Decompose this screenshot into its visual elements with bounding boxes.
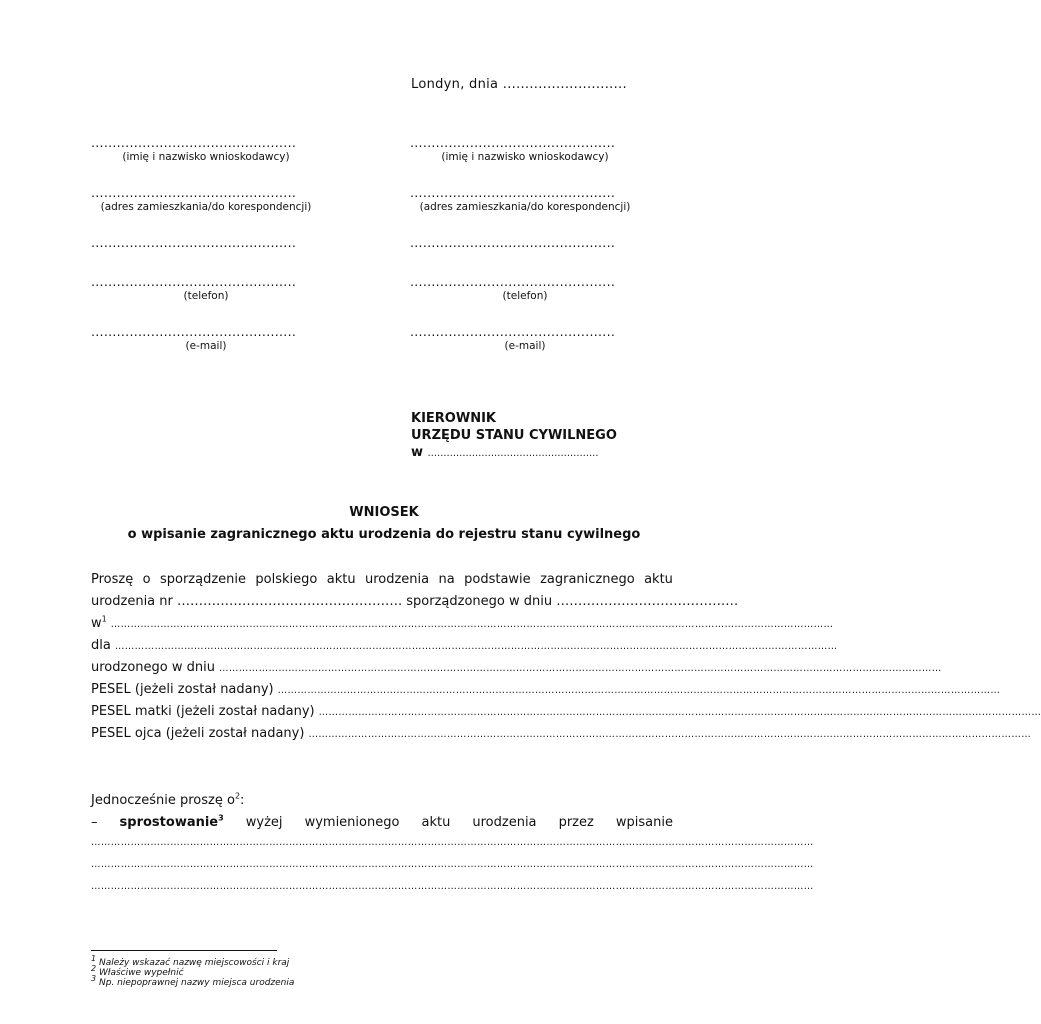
intro-word: na bbox=[438, 572, 455, 587]
for-line[interactable] bbox=[91, 638, 838, 653]
for-field[interactable]: ………………………………………………………………………………………………………………………………………………………………………………………………… bbox=[114, 641, 838, 652]
intro-word: o bbox=[142, 572, 151, 587]
intro-word: urodzenia bbox=[364, 572, 430, 587]
for-label: dla bbox=[91, 638, 111, 653]
correction-line bbox=[91, 815, 673, 830]
intro-word: polskiego bbox=[255, 572, 318, 587]
intro-word: zagranicznego bbox=[540, 572, 635, 587]
left-address-label: (adres zamieszkania/do korespondencji) bbox=[100, 201, 312, 213]
pesel-mother-line[interactable] bbox=[91, 704, 1041, 719]
right-email-label: (e-mail) bbox=[504, 340, 546, 352]
place-field[interactable]: ………………………………………………………………………………………………………………………………………………………………………………………………… bbox=[110, 619, 834, 630]
pesel-line[interactable] bbox=[91, 682, 1001, 697]
document-subtitle: o wpisanie zagranicznego aktu urodzenia do rejestru stanu cywilnego bbox=[127, 527, 641, 542]
pesel-field[interactable]: ………………………………………………………………………………………………………………………………………………………………………………………………… bbox=[277, 685, 1001, 696]
correction-word: wyżej bbox=[245, 815, 283, 830]
place-line[interactable] bbox=[91, 614, 834, 631]
pesel-father-label: PESEL ojca (jeżeli został nadany) bbox=[91, 726, 305, 741]
place-date-line bbox=[411, 77, 627, 92]
right-phone-field[interactable]: ................................................ bbox=[410, 274, 616, 289]
correction-word: przez bbox=[558, 815, 594, 830]
pesel-mother-field[interactable]: ………………………………………………………………………………………………………………………………………………………………………………………………… bbox=[318, 707, 1041, 718]
right-name-field[interactable]: ................................................ bbox=[410, 135, 616, 150]
place-date-field[interactable]: ............................ bbox=[502, 77, 627, 92]
correction-word: wpisanie bbox=[615, 815, 673, 830]
correction-field-1[interactable]: ………………………………………………………………………………………………………………………………………………………………………………………………… bbox=[91, 837, 814, 848]
correction-field-3[interactable]: ………………………………………………………………………………………………………………………………………………………………………………………………… bbox=[91, 881, 814, 892]
left-address-field[interactable]: ................................................ bbox=[91, 185, 297, 200]
correction-field-2[interactable]: ………………………………………………………………………………………………………………………………………………………………………………………………… bbox=[91, 859, 814, 870]
intro-word: podstawie bbox=[464, 572, 531, 587]
left-name-label: (imię i nazwisko wnioskodawcy) bbox=[122, 151, 290, 163]
addressee-office-field[interactable]: ……………………………………………… bbox=[427, 448, 599, 459]
pesel-father-line[interactable] bbox=[91, 726, 1032, 741]
correction-word: wymienionego bbox=[304, 815, 400, 830]
intro-word: sporządzenie bbox=[159, 572, 247, 587]
correction-label: sprostowanie$^3$ bbox=[119, 813, 224, 830]
addressee-w: w bbox=[411, 445, 424, 460]
addressee-line-3 bbox=[411, 444, 599, 462]
correction-dash: – bbox=[91, 815, 98, 830]
born-label: urodzonego w dniu bbox=[91, 660, 215, 675]
addressee-line-1: KIEROWNIK bbox=[411, 411, 496, 426]
pesel-father-field[interactable]: ………………………………………………………………………………………………………………………………………………………………………………………………… bbox=[308, 729, 1032, 740]
right-name-label: (imię i nazwisko wnioskodawcy) bbox=[441, 151, 609, 163]
pesel-mother-label: PESEL matki (jeżeli został nadany) bbox=[91, 704, 315, 719]
right-phone-label: (telefon) bbox=[502, 290, 548, 302]
footnote-2: $^2$ Właściwe wypełnić bbox=[91, 964, 184, 978]
document-title: WNIOSEK bbox=[349, 505, 419, 520]
right-address-field-2[interactable]: ................................................ bbox=[410, 235, 616, 250]
left-email-field[interactable]: ................................................ bbox=[91, 324, 297, 339]
right-address-label: (adres zamieszkania/do korespondencji) bbox=[419, 201, 631, 213]
place-date-label: Londyn, dnia bbox=[411, 77, 499, 92]
left-name-field[interactable]: ................................................ bbox=[91, 135, 297, 150]
intro-word: Proszę bbox=[91, 572, 134, 587]
birth-record-line[interactable]: urodzenia nr ……………………………………………. sporządzonego w dniu …………………………………… bbox=[91, 594, 739, 609]
footnote-separator bbox=[91, 950, 277, 951]
right-address-field[interactable]: ................................................ bbox=[410, 185, 616, 200]
left-phone-field[interactable]: ................................................ bbox=[91, 274, 297, 289]
left-address-field-2[interactable]: ................................................ bbox=[91, 235, 297, 250]
born-field[interactable]: ………………………………………………………………………………………………………………………………………………………………………………………………… bbox=[218, 663, 942, 674]
intro-word: aktu bbox=[644, 572, 673, 587]
left-phone-label: (telefon) bbox=[183, 290, 229, 302]
footnote-1: $^1$ Należy wskazać nazwę miejscowości i kraj bbox=[91, 954, 290, 968]
place-label: $w^1$ bbox=[91, 614, 107, 631]
intro-word: aktu bbox=[326, 572, 356, 587]
additional-request-intro: Jednocześnie proszę $o^2$: bbox=[91, 791, 245, 808]
pesel-label: PESEL (jeżeli został nadany) bbox=[91, 682, 274, 697]
intro-line bbox=[91, 572, 673, 587]
born-line[interactable] bbox=[91, 660, 942, 675]
addressee-line-2: URZĘDU STANU CYWILNEGO bbox=[411, 428, 617, 443]
left-email-label: (e-mail) bbox=[185, 340, 227, 352]
right-email-field[interactable]: ................................................ bbox=[410, 324, 616, 339]
correction-word: urodzenia bbox=[472, 815, 537, 830]
footnote-3: $^3$ Np. niepoprawnej nazwy miejsca urodzenia bbox=[91, 974, 295, 988]
correction-word: aktu bbox=[421, 815, 451, 830]
